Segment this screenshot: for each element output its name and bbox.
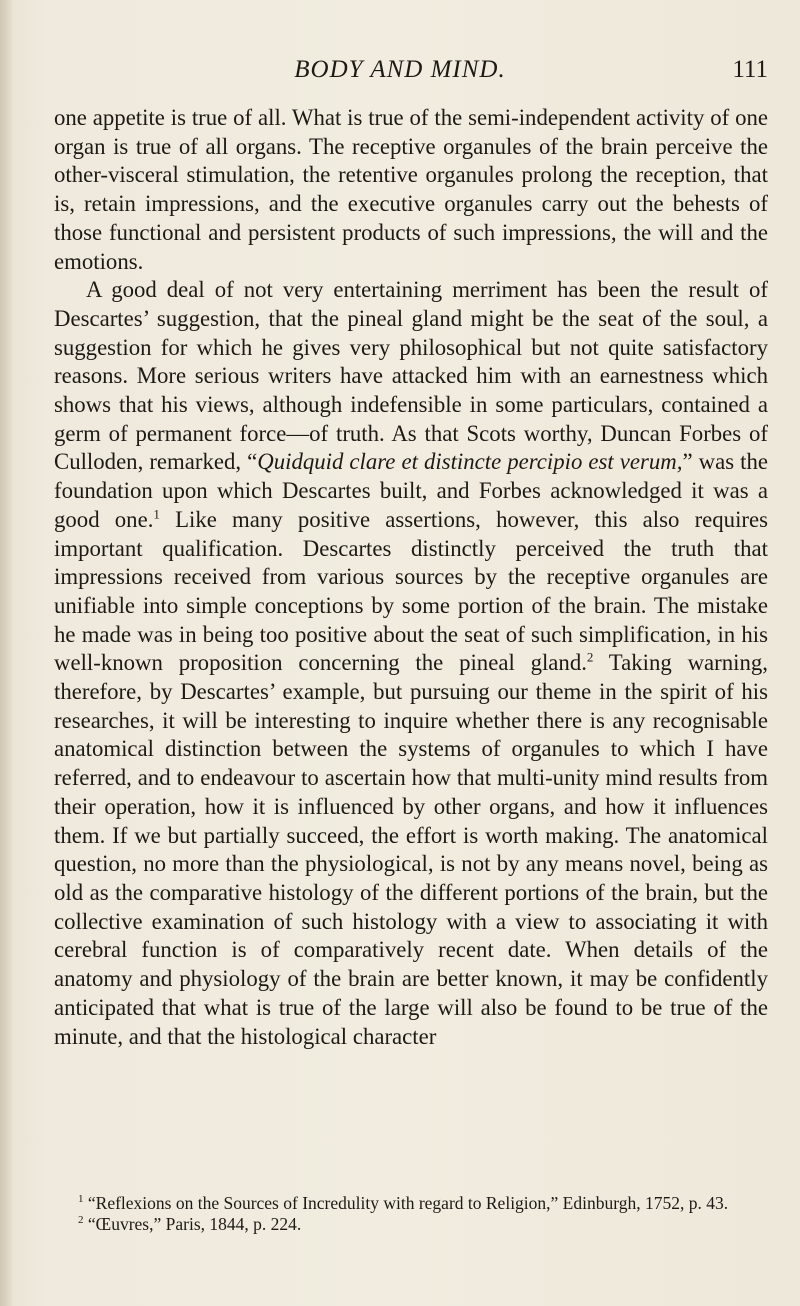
footnote-1: [54, 1193, 768, 1214]
paragraph-2-text-b: ” was the foundation upon which Descartes built, and Forbes acknowledged it was a good one.: [54, 449, 768, 532]
running-title: BODY AND MIND.: [294, 56, 506, 83]
footnotes: [54, 1193, 768, 1235]
paragraph-2-text-a: A good deal of not very entertaining merriment has been the result of Descartes’ suggestion, that the pineal gland might be the seat of the soul, a suggestion for which he gives very philosophical but not quite satisfactory reasons. More serious writers have attacked him with an earnestness which shows that his views, although indefensible in some particulars, contained a germ of permanent force—of truth. As that Scots worthy, Duncan Forbes of Culloden, remarked, “: [54, 277, 768, 475]
latin-quotation: Quidquid clare et distincte percipio est verum,: [257, 449, 683, 475]
footnote-1-marker: 1: [78, 1193, 84, 1206]
paragraph-1-text: one appetite is true of all. What is true of the semi-independent activity of one organ is true of all organs. The receptive organules of the brain perceive the other-visceral stimulation, the retentive organules prolong the reception, that is, retain impressions, and the executive organules carry out the behests of those functional and persistent products of such impressions, the will and the emotions.: [54, 105, 768, 274]
footnote-ref-1: 1: [153, 506, 160, 522]
footnote-1-text: “Reflexions on the Sources of Incredulity with regard to Religion,” Edinburgh, 1752, p. 43.: [87, 1193, 729, 1213]
main-text: [54, 104, 768, 1051]
page-header: [0, 56, 800, 86]
paragraph-2-text-c: Like many positive assertions, however, this also requires important qualification. Descartes distinctly perceived the truth that impressions received from various sources by the receptive organules are unifiable into simple conceptions by some portion of the brain. The mistake he made was in being too positive about the seat of such simplification, in his well-known proposition concerning the pineal gland.: [54, 506, 768, 676]
paragraph-2: [54, 276, 768, 1051]
footnote-2-marker: 2: [78, 1214, 84, 1227]
paragraph-1: [54, 104, 768, 276]
paragraph-2-text-d: Taking warning, therefore, by Descartes’ example, but pursuing our theme in the spirit of his researches, it will be interesting to inquire whether there is any recognisable anatomical distinction between the systems of organules to which I have referred, and to endeavour to ascertain how that multi-unity mind results from their operation, how it is influenced by other organs, and how it influences them. If we but partially succeed, the effort is worth making. The anatomical question, no more than the physiological, is not by any means novel, being as old as the comparative histology of the different portions of the brain, but the collective examination of such histology with a view to associating it with cerebral function is of comparatively recent date. When details of the anatomy and physiology of the brain are better known, it may be confidently anticipated that what is true of the large will also be found to be true of the minute, and that the histological character: [54, 650, 768, 1049]
page-number: 111: [732, 56, 768, 83]
footnote-2: [54, 1214, 768, 1235]
footnote-2-text: “Œuvres,” Paris, 1844, p. 224.: [87, 1214, 302, 1234]
page-gutter-shadow: [0, 0, 12, 1306]
footnote-ref-2: 2: [586, 649, 594, 665]
